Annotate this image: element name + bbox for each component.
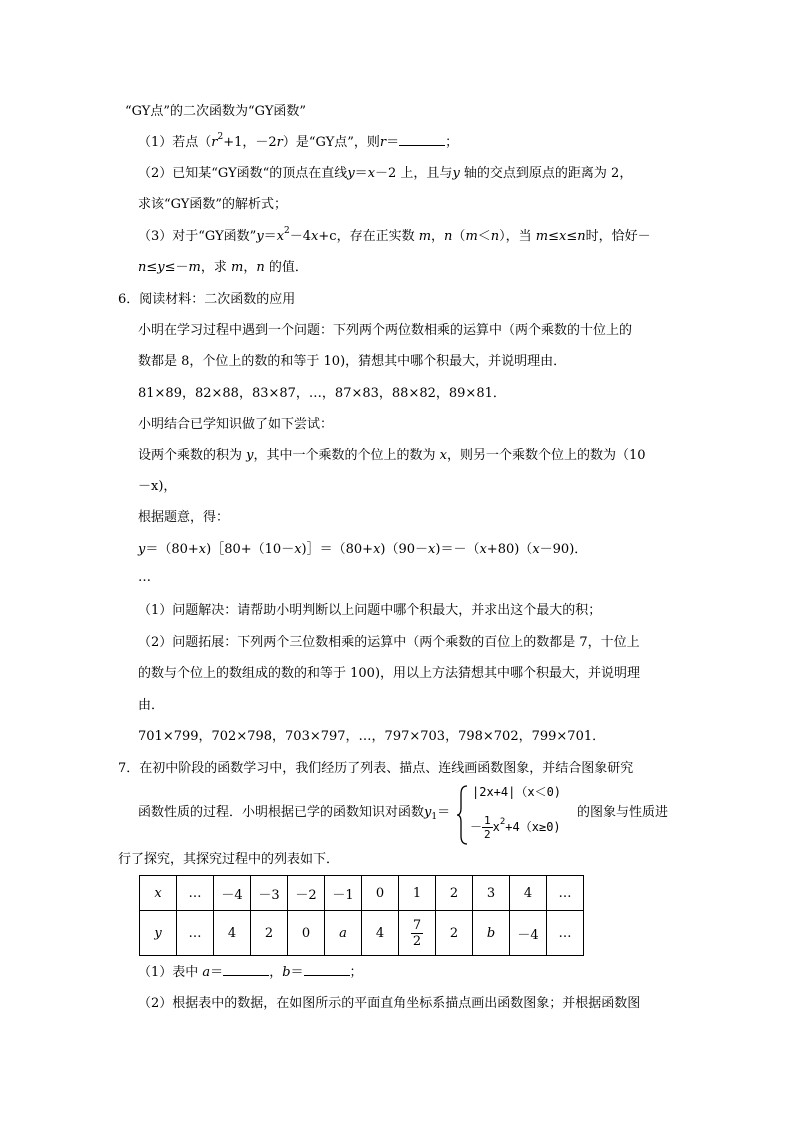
q7-line: 的图象与性质进	[577, 805, 669, 820]
q6-line: 的数与个位上的数组成的数的和等于 100)，用以上方法猜想其中哪个积最大，并说明理	[138, 666, 641, 681]
q6-title: 6．阅读材料：二次函数的应用	[118, 292, 296, 307]
q6-line: －x)，	[138, 479, 177, 494]
q5-part2-line2: 求该“GY函数”的解析式；	[138, 197, 288, 212]
q6-line: 小明结合已学知识做了如下尝试：	[138, 417, 334, 432]
q6-line: 小明在学习过程中遇到一个问题：下列两个两位数相乘的运算中（两个乘数的十位上的	[138, 323, 633, 338]
q6-line: 根据题意，得：	[138, 510, 230, 525]
q7-title: 7．在初中阶段的函数学习中，我们经历了列表、描点、连线画函数图象，并结合图象研究	[118, 761, 634, 776]
table-cell: 1	[399, 876, 436, 911]
table-cell: －3	[251, 876, 288, 911]
q7-sub2: （2）根据表中的数据，在如图所示的平面直角坐标系描点画出函数图象；并根据函数图	[138, 996, 641, 1011]
table-cell: －1	[325, 876, 362, 911]
table-cell: …	[547, 911, 584, 956]
table-cell: 4	[362, 911, 399, 956]
q6-sub2: （2）问题拓展：下列两个三位数相乘的运算中（两个乘数的百位上的数都是 7，十位上	[138, 635, 640, 650]
table-cell: 3	[473, 876, 510, 911]
brace-icon	[456, 784, 470, 846]
answer-blank-b[interactable]	[304, 963, 350, 976]
q7-line: 函数性质的过程．小明根据已学的函数知识对函数$y_1=$	[138, 805, 451, 822]
value-table	[139, 875, 584, 956]
q6-line: 数都是 8，个位上的数的和等于 10)，猜想其中哪个积最大，并说明理由．	[138, 354, 567, 369]
q5-part1: （1）若点（$r^2+1$，－2r）是“GY点”，则r＝ ；	[138, 132, 459, 150]
table-cell: …	[547, 876, 584, 911]
q6-line: 由．	[138, 698, 165, 713]
table-cell: …	[177, 911, 214, 956]
table-cell: 4	[510, 876, 547, 911]
table-cell: y	[140, 911, 177, 956]
table-cell: －4	[510, 911, 547, 956]
q6-equation: y＝（80+x)［80+（10－x)］＝（80+x)（90－x)＝－（x+80)（x－90)．	[138, 542, 588, 557]
table-cell: a	[325, 911, 362, 956]
table-cell: 2	[436, 911, 473, 956]
table-cell: $\frac{7}{2}$	[399, 911, 436, 956]
q7-sub1: （1）表中 a＝ ，b＝ ；	[138, 965, 363, 980]
piecewise-case-1: |2x+4|（x＜0)	[472, 785, 562, 799]
q5-intro: “GY点”的二次函数为“GY函数”	[125, 104, 307, 119]
table-cell: x	[140, 876, 177, 911]
table-cell: 4	[214, 911, 251, 956]
q7-line: 行了探究，其探究过程中的列表如下．	[118, 852, 340, 867]
q6-products: 701×799，702×798，703×797，…，797×703，798×702，799×701．	[138, 729, 606, 744]
table-cell: －2	[288, 876, 325, 911]
answer-blank-r[interactable]	[399, 133, 445, 146]
table-row-x	[140, 876, 584, 911]
table-cell: －4	[214, 876, 251, 911]
table-cell: b	[473, 911, 510, 956]
q6-sub1: （1）问题解决：请帮助小明判断以上问题中哪个积最大，并求出这个最大的积；	[138, 603, 602, 618]
q6-line: 设两个乘数的积为 y，其中一个乘数的个位上的数为 x，则另一个乘数个位上的数为（10	[138, 448, 646, 463]
table-cell: 2	[251, 911, 288, 956]
table-row-y	[140, 911, 584, 956]
answer-blank-a[interactable]	[223, 963, 269, 976]
piecewise-case-2: － $\frac{1}{2}$ $x^2+4(x\ge 0)$	[470, 814, 561, 841]
q6-ellipsis: …	[138, 570, 151, 585]
table-cell: 2	[436, 876, 473, 911]
q5-part3-line1: （3）对于“GY函数$”y=x^2-4x+c$，存在正实数 m，n（m＜n），当 m≤x≤n时，恰好－	[138, 226, 651, 244]
q5-part2-line1: （2）已知某“GY函数“的顶点在直线y＝x－2 上，且与y 轴的交点到原点的距离为 2，	[138, 166, 633, 181]
q6-products: 81×89，82×88，83×87，…，87×83，88×82，89×81．	[138, 386, 506, 401]
table-cell: 0	[362, 876, 399, 911]
table-cell: 0	[288, 911, 325, 956]
table-cell: …	[177, 876, 214, 911]
q5-part3-line2: n≤y≤－m，求 m，n 的值．	[138, 260, 308, 275]
